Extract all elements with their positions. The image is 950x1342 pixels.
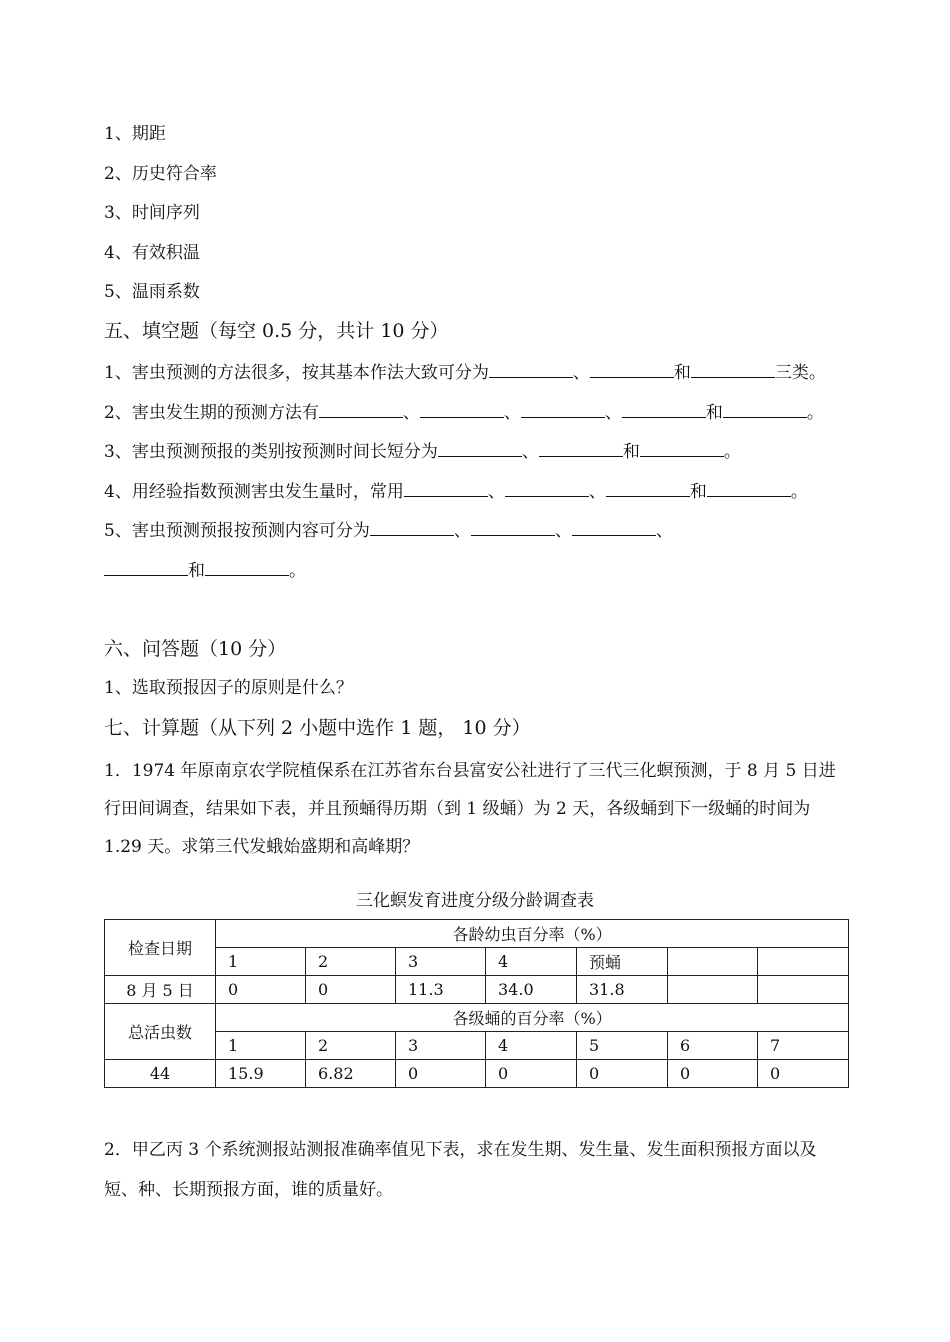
table-cell: 31.8 <box>577 976 668 1004</box>
table-cell: 0 <box>396 1060 486 1088</box>
table-cell: 5 <box>577 1032 668 1060</box>
question-text: 4、用经验指数预测害虫发生量时，常用 <box>104 482 404 502</box>
table-cell: 15.9 <box>216 1060 306 1088</box>
answer-blank[interactable] <box>438 441 522 457</box>
total-label: 总活虫数 <box>105 1004 216 1060</box>
check-date-label: 检查日期 <box>105 920 216 976</box>
answer-blank[interactable] <box>707 481 791 497</box>
answer-blank[interactable] <box>723 402 807 418</box>
term-item: 4、有效积温 <box>104 243 200 263</box>
survey-table <box>104 919 849 1088</box>
table-cell <box>758 976 849 1004</box>
answer-blank[interactable] <box>640 441 724 457</box>
larva-header: 各龄幼虫百分率（%） <box>216 920 849 948</box>
table-cell: 6.82 <box>306 1060 396 1088</box>
table-row <box>105 1032 849 1060</box>
question-text: 5、害虫预测预报按预测内容可分为 <box>104 521 370 541</box>
table-row <box>105 976 849 1004</box>
question-suffix: 三类。 <box>774 363 826 383</box>
answer-blank[interactable] <box>471 520 555 536</box>
separator: 、 <box>521 442 539 462</box>
table-cell: 4 <box>486 948 577 976</box>
question-suffix: 。 <box>289 561 306 581</box>
table-cell: 7 <box>758 1032 849 1060</box>
calc-problem-1: 1．1974 年原南京农学院植保系在江苏省东台县富安公社进行了三代三化螟预测，于 8 月 5 日进行田间调查，结果如下表，并且预蛹得历期（到 1 级蛹）为 2 天，各级蛹到下一级蛹的时间为 1.29 天。求第三代发蛾始盛期和高峰期？ <box>104 761 836 857</box>
table-cell <box>668 976 758 1004</box>
separator: 和 <box>705 403 723 423</box>
question-text: 1、害虫预测的方法很多，按其基本作法大致可分为 <box>104 363 489 383</box>
table-cell <box>758 948 849 976</box>
answer-blank[interactable] <box>104 560 188 576</box>
table-cell: 1 <box>216 1032 306 1060</box>
table-row <box>105 1004 849 1032</box>
table-cell: 2 <box>306 1032 396 1060</box>
separator: 、 <box>402 403 420 423</box>
section-7-title: 七、计算题（从下列 2 小题中选作 1 题， 10 分） <box>104 717 531 739</box>
question-suffix: 。 <box>723 442 741 462</box>
separator: 、 <box>572 363 590 383</box>
fill-question-5 <box>104 520 673 541</box>
table-row <box>105 1060 849 1088</box>
fill-question-1 <box>104 362 826 383</box>
answer-blank[interactable] <box>205 560 289 576</box>
table-cell: 0 <box>577 1060 668 1088</box>
term-item: 5、温雨系数 <box>104 282 200 302</box>
answer-blank[interactable] <box>622 402 706 418</box>
calc-problem-2: 2．甲乙丙 3 个系统测报站测报准确率值见下表，求在发生期、发生量、发生面积预报方面以及短、种、长期预报方面，谁的质量好。 <box>104 1140 817 1200</box>
separator: 和 <box>689 482 707 502</box>
answer-blank[interactable] <box>691 362 775 378</box>
table-cell: 3 <box>396 948 486 976</box>
separator: 、 <box>604 403 622 423</box>
answer-blank[interactable] <box>370 520 454 536</box>
separator: 和 <box>673 363 691 383</box>
essay-question-1: 1、选取预报因子的原则是什么？ <box>104 678 353 698</box>
table-cell: 2 <box>306 948 396 976</box>
question-text: 3、害虫预测预报的类别按预测时间长短分为 <box>104 442 438 462</box>
answer-blank[interactable] <box>521 402 605 418</box>
fill-question-4 <box>104 481 808 502</box>
term-item: 3、时间序列 <box>104 203 200 223</box>
table-cell <box>668 948 758 976</box>
fill-question-5-continued <box>104 560 306 581</box>
question-suffix: 。 <box>790 482 808 502</box>
answer-blank[interactable] <box>420 402 504 418</box>
term-item: 2、历史符合率 <box>104 164 217 184</box>
term-item: 1、期距 <box>104 124 166 144</box>
answer-blank[interactable] <box>606 481 690 497</box>
table-cell: 11.3 <box>396 976 486 1004</box>
table-caption: 三化螟发育进度分级分龄调查表 <box>356 891 594 911</box>
total-value: 44 <box>105 1060 216 1088</box>
question-suffix: 。 <box>806 403 824 423</box>
answer-blank[interactable] <box>489 362 573 378</box>
table-cell: 3 <box>396 1032 486 1060</box>
table-cell: 4 <box>486 1032 577 1060</box>
table-cell: 0 <box>306 976 396 1004</box>
table-cell: 0 <box>758 1060 849 1088</box>
separator: 和 <box>622 442 640 462</box>
answer-blank[interactable] <box>572 520 656 536</box>
table-cell: 1 <box>216 948 306 976</box>
answer-blank[interactable] <box>539 441 623 457</box>
pupa-header: 各级蛹的百分率（%） <box>216 1004 849 1032</box>
section-6-title: 六、问答题（10 分） <box>104 638 287 660</box>
separator: 、 <box>655 521 673 541</box>
table-cell: 0 <box>668 1060 758 1088</box>
table-row <box>105 920 849 948</box>
answer-blank[interactable] <box>404 481 488 497</box>
table-cell: 0 <box>216 976 306 1004</box>
fill-question-3 <box>104 441 741 462</box>
question-text: 2、害虫发生期的预测方法有 <box>104 403 319 423</box>
separator: 、 <box>588 482 606 502</box>
table-cell: 0 <box>486 1060 577 1088</box>
answer-blank[interactable] <box>505 481 589 497</box>
separator: 、 <box>503 403 521 423</box>
date-value: 8 月 5 日 <box>105 976 216 1004</box>
separator: 和 <box>188 561 205 581</box>
table-cell: 6 <box>668 1032 758 1060</box>
section-5-title: 五、填空题（每空 0.5 分，共计 10 分） <box>104 320 449 342</box>
separator: 、 <box>487 482 505 502</box>
answer-blank[interactable] <box>590 362 674 378</box>
separator: 、 <box>554 521 572 541</box>
separator: 、 <box>453 521 471 541</box>
answer-blank[interactable] <box>319 402 403 418</box>
table-cell: 34.0 <box>486 976 577 1004</box>
fill-question-2 <box>104 402 824 423</box>
table-row <box>105 948 849 976</box>
table-cell: 预蛹 <box>577 948 668 976</box>
